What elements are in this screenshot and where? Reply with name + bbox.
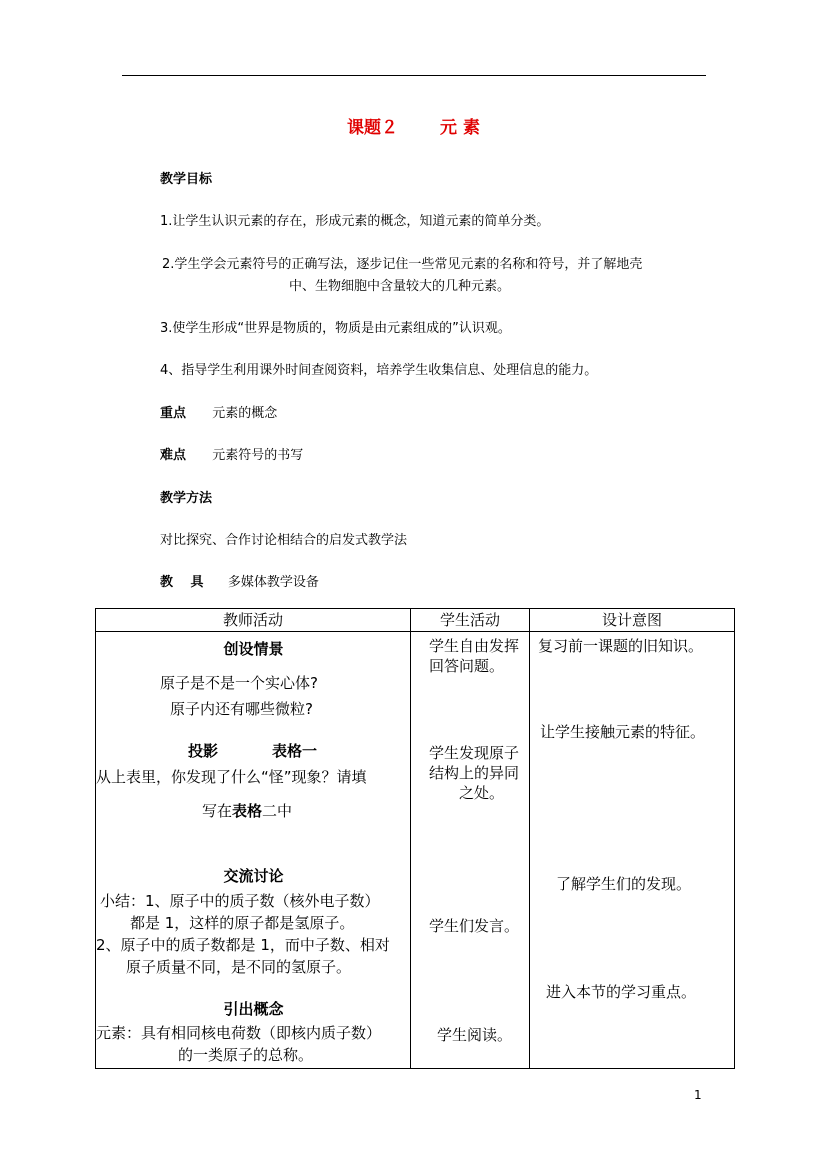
teacher-find-2a: 写在 [202, 802, 233, 820]
key-point [160, 402, 277, 421]
method-text: 对比探究、合作讨论相结合的启发式教学法 [160, 533, 408, 548]
teacher-cell [96, 632, 411, 1069]
lesson-table [95, 608, 735, 1069]
objective-2-cont: 中、生物细胞中含量较大的几种元素。 [289, 279, 511, 294]
objective-4: 4、指导学生利用课外时间查阅资料，培养学生收集信息、处理信息的能力。 [160, 363, 598, 378]
teacher-summary-3: 2、原子中的质子数都是 1，而中子数、相对 [96, 936, 390, 954]
teacher-heading-1: 创设情景 [223, 640, 284, 658]
student-b2: 结构上的异同 [429, 764, 520, 782]
teacher-q2: 原子内还有哪些微粒? [170, 700, 313, 718]
objectives-heading: 教学目标 [160, 172, 213, 187]
teacher-find-2c: 二中 [262, 802, 293, 820]
teacher-summary-4: 原子质量不同，是不同的氢原子。 [126, 958, 352, 976]
table-header-row [96, 609, 735, 632]
teacher-q1: 原子是不是一个实心体? [160, 674, 318, 692]
intent-c: 了解学生们的发现。 [556, 875, 692, 893]
key-point-label: 重点 [160, 406, 187, 421]
teacher-def-1: 元素：具有相同核电荷数（即核内质子数） [96, 1024, 382, 1042]
header-intent: 设计意图 [530, 609, 735, 632]
tools-label: 教 具 [160, 575, 204, 590]
student-d1: 学生阅读。 [437, 1026, 513, 1044]
teacher-def-2: 的一类原子的总称。 [178, 1046, 314, 1064]
intent-a: 复习前一课题的旧知识。 [538, 637, 704, 655]
intent-cell [530, 632, 735, 1069]
header-student: 学生活动 [411, 609, 530, 632]
page-number: 1 [694, 1088, 702, 1102]
difficulty-label: 难点 [160, 448, 187, 463]
title-sub: 元 素 [440, 118, 480, 138]
table-body-row [96, 632, 735, 1069]
student-b1: 学生发现原子 [429, 744, 520, 762]
teacher-find-1: 从上表里，你发现了什么“怪”现象？请填 [96, 768, 367, 786]
difficulty [160, 444, 303, 463]
title-main: 课题２ [347, 118, 399, 138]
header-teacher: 教师活动 [96, 609, 411, 632]
student-b3: 之处。 [459, 784, 505, 802]
header-rule [122, 75, 706, 76]
method-heading: 教学方法 [160, 491, 213, 506]
objective-1: 1.让学生认识元素的存在，形成元素的概念，知道元素的简单分类。 [160, 214, 550, 229]
tools-text: 多媒体教学设备 [227, 575, 319, 590]
teacher-summary-1: 小结：1、原子中的质子数（核外电子数） [100, 892, 380, 910]
key-point-text: 元素的概念 [212, 406, 278, 421]
teacher-summary-2: 都是 1，这样的原子都是氢原子。 [130, 914, 355, 932]
teacher-find-2b: 表格 [232, 802, 263, 820]
teacher-proj-a: 投影 [188, 742, 219, 760]
teacher-find-2 [202, 800, 292, 821]
intent-d: 进入本节的学习重点。 [546, 983, 697, 1001]
page-title [0, 113, 827, 138]
student-a2: 回答问题。 [429, 657, 505, 675]
tools [160, 571, 319, 590]
difficulty-text: 元素符号的书写 [212, 448, 304, 463]
teacher-proj-b: 表格一 [272, 742, 318, 760]
teacher-heading-3: 引出概念 [223, 1000, 284, 1018]
objective-3: 3.使学生形成“世界是物质的，物质是由元素组成的”认识观。 [160, 321, 511, 336]
student-c1: 学生们发言。 [429, 917, 520, 935]
student-a1: 学生自由发挥 [429, 637, 520, 655]
student-cell [411, 632, 530, 1069]
teacher-heading-2: 交流讨论 [223, 867, 284, 885]
intent-b: 让学生接触元素的特征。 [540, 723, 706, 741]
objective-2: 2.学生学会元素符号的正确写法，逐步记住一些常见元素的名称和符号，并了解地壳 [162, 257, 643, 272]
